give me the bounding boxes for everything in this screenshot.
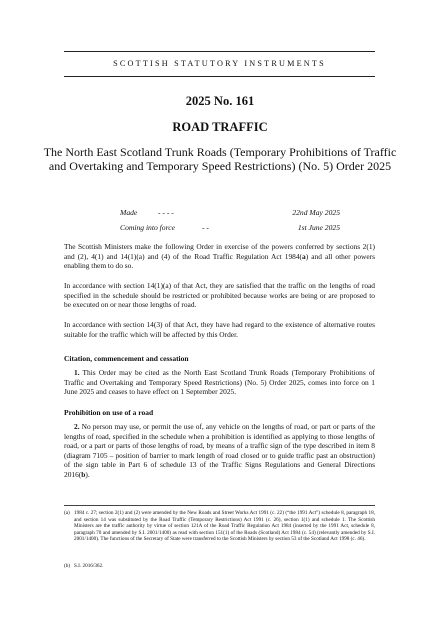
footnote-rule	[64, 505, 375, 506]
coming-into-force-date: 1st June 2025	[297, 223, 340, 232]
order-title: The North East Scotland Trunk Roads (Temporary Prohibitions of Traffic and Overtaking and Temporary Speed Restrictions) (No. 5) Order 2025	[43, 145, 397, 173]
section-1-heading: Citation, commencement and cessation	[64, 354, 189, 363]
section-1-text: 1. This Order may be cited as the North East Scotland Trunk Roads (Temporary Prohibitions of Traffic and Overtaking and Temporary Speed Restrictions) (No. 5) Order 2025, comes into force on 1 June 2025 and ceases to have effect on 1 September 2025.	[64, 368, 375, 397]
section-2-text: 2. No person may use, or permit the use of, any vehicle on the lengths of road, or part or parts of the lengths of road, specified in the schedule when a prohibition is identified as applying to those lengths of road, or a part or parts of those lengths of road, by means of a traffic sign of the type described in item 8 (diagram 7105 – position of barrier to mark length of road closed or to guide traffic past an obstruction) of the sign table in Part 6 of schedule 13 of the Traffic Signs Regulations and General Directions 2016(b).	[64, 422, 375, 479]
coming-into-force-label: Coming into force	[120, 223, 175, 232]
subject-heading: ROAD TRAFFIC	[172, 120, 268, 134]
preamble-enabling-powers: The Scottish Ministers make the following Order in exercise of the powers conferred by sections 2(1) and (2), 4(1) and 14(1)(a) and (4) of the Road Traffic Regulation Act 1984(a) and all other powers enabling them to do so.	[64, 242, 375, 271]
section-2-heading: Prohibition on use of a road	[64, 408, 154, 417]
footnote-b-mark: (b)	[64, 563, 71, 569]
footnote-a-mark: (a)	[64, 510, 70, 516]
made-dots: - - - -	[158, 208, 174, 217]
header-rule-top	[64, 51, 375, 52]
coming-into-force-dots: - -	[202, 223, 209, 232]
section-1-number: 1.	[74, 368, 80, 377]
header-rule-bottom	[64, 76, 375, 77]
section-2-number: 2.	[74, 422, 80, 431]
made-date: 22nd May 2025	[292, 208, 340, 217]
footnote-ref-b[interactable]: b	[81, 469, 86, 479]
preamble-satisfaction: In accordance with section 14(1)(a) of that Act, they are satisfied that the traffic on the lengths of road specified in the schedule should be restricted or prohibited because works are being or are proposed to be executed on or near those lengths of road.	[64, 281, 375, 310]
footnote-b	[64, 563, 375, 570]
footnote-a-text: 1984 c. 27; section 2(1) and (2) were amended by the New Roads and Street Works Act 1991 (c. 22) (“the 1991 Act”) schedule 8, paragraph 18, and section 14 was substituted by the Road Traffic (Temporary Restrictions) Act 1991 (c. 26), section 1(1) and schedule 1. The Scottish Ministers are the traffic authority by virtue of section 121A of the Road Traffic Regulation Act 1984 (inserted by the 1991 Act, schedule 8, paragraph 70 and amended by S.I. 2001/1400) as read with section 151(1) of the Roads (Scotland) Act 1984 (c. 54) (relevantly amended by S.I. 2001/1400). The functions of the Secretary of State were transferred to the Scottish Ministers by section 53 of the Scotland Act 1998 (c. 46).	[74, 510, 375, 543]
footnote-b-text: S.I. 2016/362.	[74, 563, 104, 569]
footnote-ref-a[interactable]: a	[302, 251, 306, 261]
series-header: SCOTTISH STATUTORY INSTRUMENTS	[113, 59, 326, 68]
made-label: Made	[120, 208, 138, 217]
footnote-a	[64, 510, 375, 543]
instrument-number: 2025 No. 161	[185, 94, 255, 108]
preamble-alternative-routes: In accordance with section 14(3) of that Act, they have had regard to the existence of alternative routes suitable for the traffic which will be affected by this Order.	[64, 320, 375, 339]
